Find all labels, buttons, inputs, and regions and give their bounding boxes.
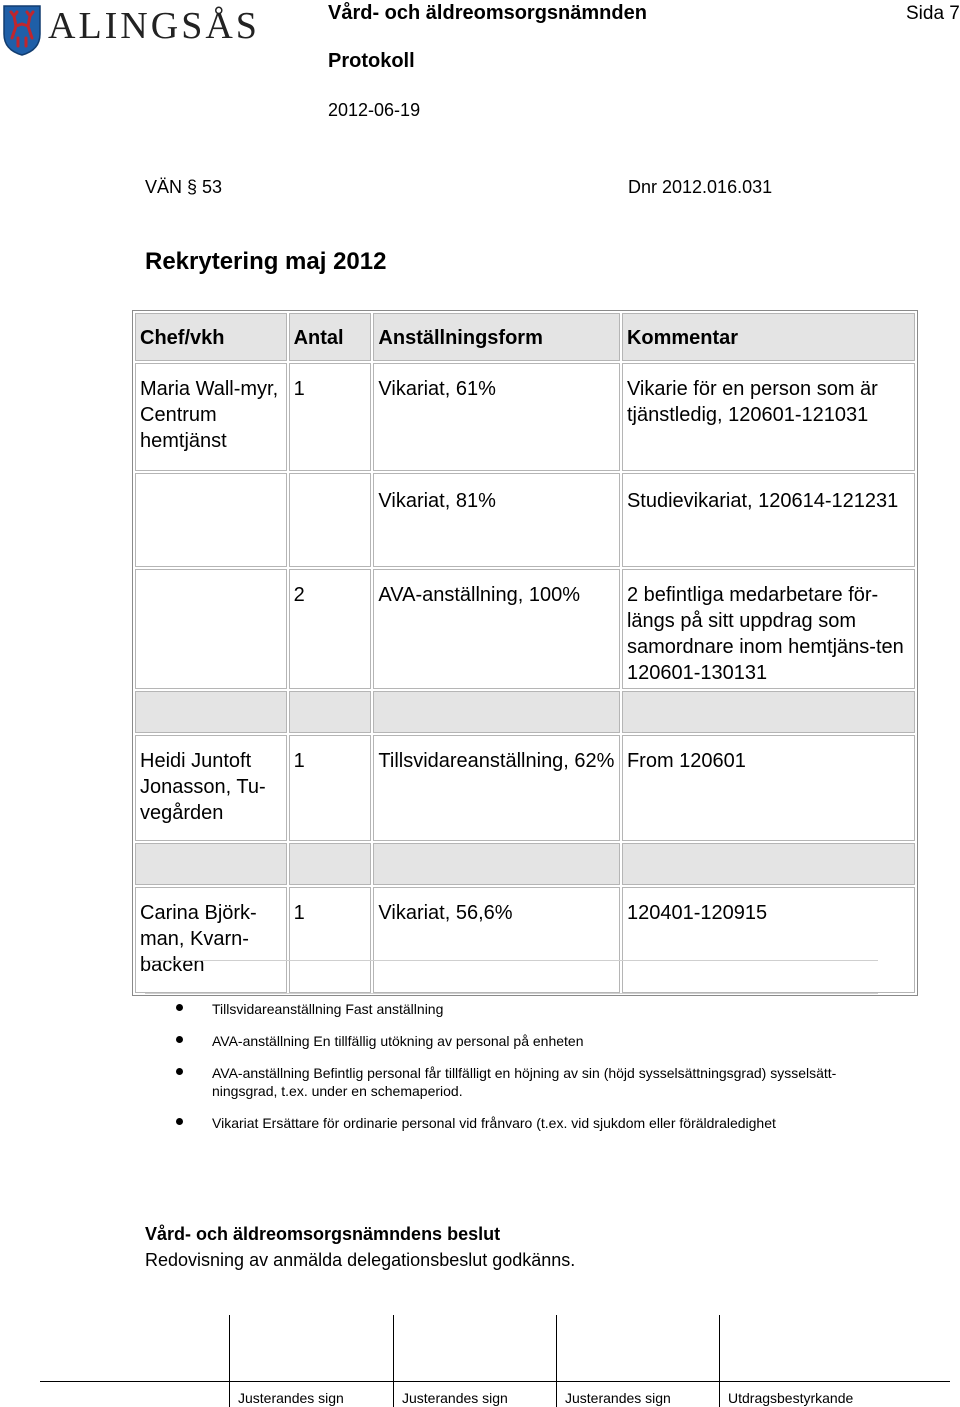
table-spacer-row [135, 843, 915, 885]
table-cell [373, 691, 620, 733]
signature-label: Justerandes sign [565, 1390, 671, 1406]
signature-label: Justerandes sign [402, 1390, 508, 1406]
coat-of-arms-icon [2, 4, 42, 56]
table-cell: Studievikariat, 120614-121231 [622, 473, 915, 567]
table-cell: Vikariat, 56,6% [373, 887, 620, 993]
table-cell: 1 [289, 735, 372, 841]
meeting-date: 2012-06-19 [328, 100, 421, 120]
table-header-row [135, 313, 915, 361]
table-cell [622, 691, 915, 733]
definitions-list [176, 1000, 896, 1146]
page-title: Rekrytering maj 2012 [145, 248, 387, 275]
list-item [176, 1064, 896, 1100]
page-number: Sida 7 [906, 3, 960, 24]
table-spacer-row [135, 691, 915, 733]
definition-text: Tillsvidareanställning Fast anställning [212, 1001, 444, 1017]
definition-text: Vikariat Ersättare för ordinarie personal vid frånvaro (t.ex. vid sjukdom eller föräldraledighet [212, 1115, 776, 1131]
table-cell [622, 843, 915, 885]
table-cell: From 120601 [622, 735, 915, 841]
table-cell: Vikarie för en person som är tjänstledig, 120601-121031 [622, 363, 915, 471]
table-cell: Carina Björk-man, Kvarn-backen [135, 887, 287, 993]
definition-text: AVA-anställning En tillfällig utökning av personal på enheten [212, 1033, 584, 1049]
diary-number: Dnr 2012.016.031 [628, 177, 773, 197]
header-cell: Anställningsform [373, 313, 620, 361]
table-row [135, 735, 915, 841]
table-cell: Tillsvidareanställning, 62% [373, 735, 620, 841]
section-reference: VÄN § 53 [145, 177, 223, 197]
recruitment-table-container [132, 310, 918, 996]
bullet-icon [176, 1036, 183, 1043]
signature-label: Utdragsbestyrkande [728, 1390, 854, 1406]
table-cell: Vikariat, 61% [373, 363, 620, 471]
list-item [176, 1114, 896, 1132]
header-cell: Chef/vkh [135, 313, 287, 361]
header-cell: Kommentar [622, 313, 915, 361]
table-row [135, 887, 915, 993]
signature-divider [719, 1315, 720, 1407]
table-cell [135, 843, 287, 885]
bullet-icon [176, 1068, 183, 1075]
list-item [176, 1000, 896, 1018]
table-cell [289, 473, 372, 567]
committee-name: Vård- och äldreomsorgsnämnden [328, 2, 647, 24]
list-item [176, 1032, 896, 1050]
recruitment-table [132, 310, 918, 996]
header-cell: Antal [289, 313, 372, 361]
decision-heading: Vård- och äldreomsorgsnämndens beslut [145, 1224, 501, 1244]
table-cell: 120401-120915 [622, 887, 915, 993]
table-cell [135, 691, 287, 733]
signature-line [40, 1381, 950, 1382]
decision-text: Redovisning av anmälda delegationsbeslut godkänns. [145, 1250, 576, 1270]
bullet-icon [176, 1004, 183, 1011]
divider [145, 993, 878, 994]
table-cell: AVA-anställning, 100% [373, 569, 620, 689]
table-cell: 1 [289, 887, 372, 993]
table-cell [135, 569, 287, 689]
table-row [135, 363, 915, 471]
table-cell: Heidi Juntoft Jonasson, Tu-vegården [135, 735, 287, 841]
table-cell [373, 843, 620, 885]
divider [145, 960, 878, 961]
table-cell [289, 843, 372, 885]
table-cell: 1 [289, 363, 372, 471]
municipality-logo [2, 2, 260, 62]
table-row [135, 569, 915, 689]
signature-divider [229, 1315, 230, 1407]
document-type: Protokoll [328, 50, 415, 72]
definition-text: AVA-anställning Befintlig personal får tillfälligt en höjning av sin (höjd sysselsättningsgrad) sysselsätt-ningsgrad, t.ex. under en schemaperiod. [212, 1065, 837, 1099]
table-row [135, 473, 915, 567]
table-cell [135, 473, 287, 567]
logo-wordmark: ALINGSÅS [48, 5, 260, 47]
table-cell: Maria Wall-myr, Centrum hemtjänst [135, 363, 287, 471]
signature-divider [556, 1315, 557, 1407]
bullet-icon [176, 1118, 183, 1125]
table-cell [289, 691, 372, 733]
table-cell: 2 [289, 569, 372, 689]
signature-divider [393, 1315, 394, 1407]
signature-label: Justerandes sign [238, 1390, 344, 1406]
table-cell: Vikariat, 81% [373, 473, 620, 567]
table-cell: 2 befintliga medarbetare för-längs på sitt uppdrag som samordnare inom hemtjäns-ten 120601-130131 [622, 569, 915, 689]
